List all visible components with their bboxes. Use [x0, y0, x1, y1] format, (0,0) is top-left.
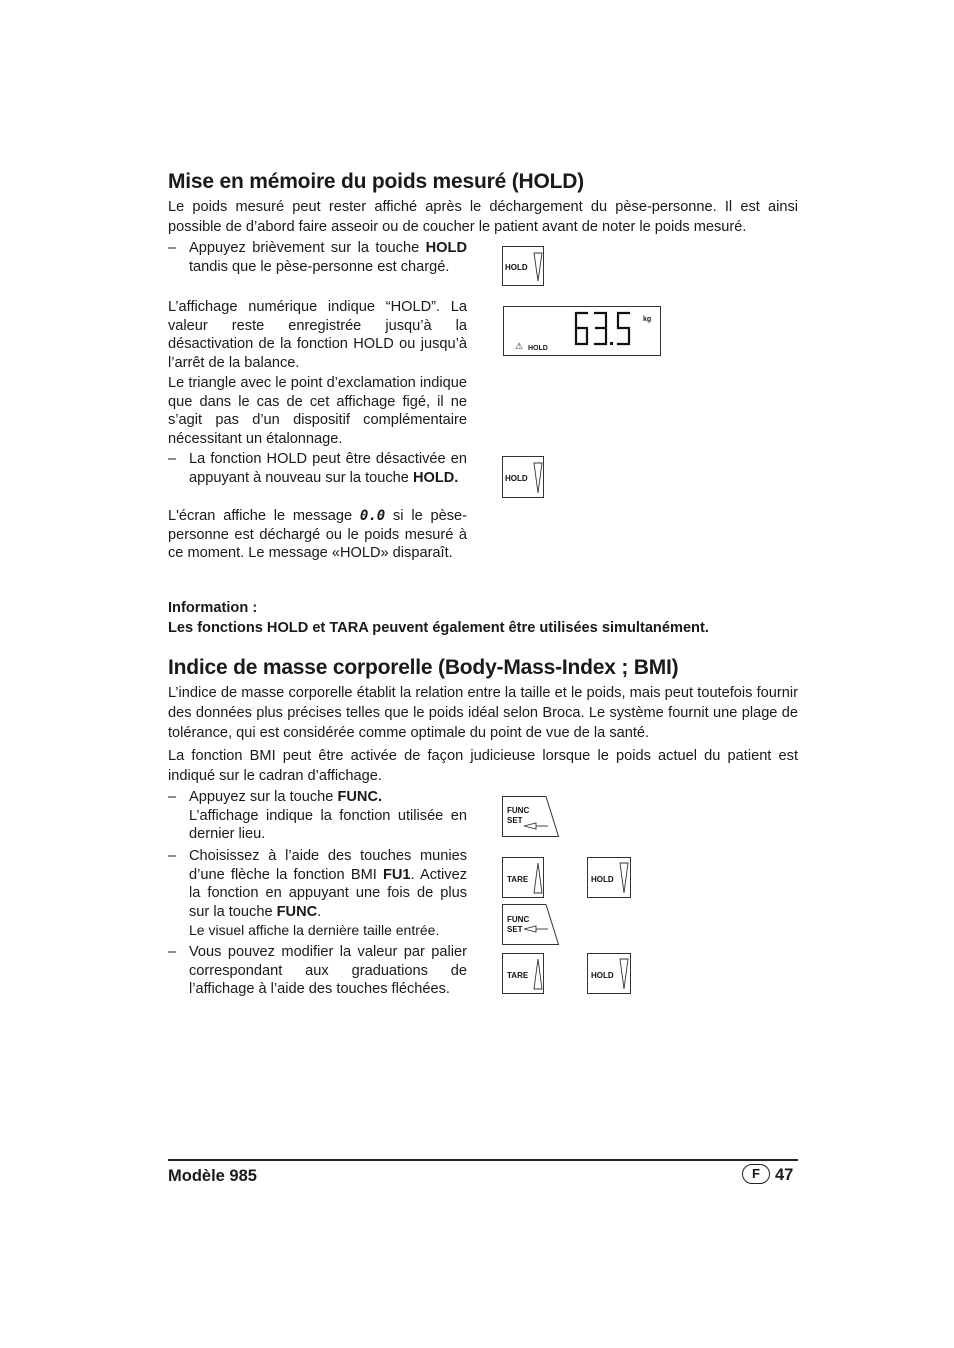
arrow-down-icon — [619, 862, 629, 894]
arrow-down-icon — [619, 958, 629, 990]
footer-divider — [168, 1159, 798, 1161]
arrow-up-icon — [533, 862, 543, 894]
info-text: Les fonctions HOLD et TARA peuvent également être utilisées simultanément. — [168, 620, 709, 636]
arrow-up-icon — [533, 958, 543, 990]
func-set-key[interactable]: FUNC SET — [502, 796, 559, 837]
tare-key-2[interactable]: TARE — [502, 953, 544, 994]
page-number: 47 — [775, 1166, 794, 1184]
hold-bullet-2: – La fonction HOLD peut être désactivée en appuyant à nouveau sur la touche HOLD. — [168, 451, 467, 486]
bullet-dash: – — [168, 240, 177, 256]
bmi-bullet-1: – Appuyez sur la touche FUNC. L’affichage indique la fonction utilisée en dernier lieu. — [168, 789, 467, 843]
hold-bullet-1: – Appuyez brièvement sur la touche HOLD tandis que le pèse-personne est chargé. — [168, 240, 467, 275]
zero-display-code: 0.0 — [359, 508, 386, 524]
tare-key[interactable]: TARE — [502, 857, 544, 898]
hold-paragraph-reset: L'écran affiche le message 0.0 si le pèse-personne est déchargé ou le poids mesuré à ce moment. Le message «HOLD» disparaît. — [168, 508, 467, 562]
bullet-dash: – — [168, 944, 177, 960]
func-set-key-2[interactable]: FUNC SET — [502, 904, 559, 945]
hold-intro-paragraph: Le poids mesuré peut rester affiché après le déchargement du pèse-personne. Il est ainsi possible de d’abord faire asseoir ou de coucher le patient avant de noter le poids mesuré. — [168, 199, 798, 235]
hold-key-4[interactable]: HOLD — [587, 953, 631, 994]
hold-key-2[interactable]: HOLD — [502, 456, 544, 498]
section-title-hold: Mise en mémoire du poids mesuré (HOLD) — [168, 170, 584, 193]
warning-triangle-icon: ⚠ — [515, 342, 524, 352]
bmi-intro-paragraph: L’indice de masse corporelle établit la relation entre la taille et le poids, mais peut toutefois fournir des données plus précises telles que le poids idéal selon Broca. Le système fournit une plage de tolérance, qui est considérée comme optimale du point de vue de la santé. — [168, 685, 798, 741]
hold-paragraph-display: L’affichage numérique indique “HOLD”. La valeur reste enregistrée jusqu’à la désactivation de la fonction HOLD ou jusqu’à l’arrêt de la balance. — [168, 299, 467, 371]
footer-page-indicator — [742, 1164, 802, 1188]
info-label: Information : — [168, 600, 258, 616]
bmi-bullet-3: – Vous pouvez modifier la valeur par palier correspondant aux graduations de l’affichage à l’aide des touches fléchées. — [168, 944, 467, 998]
bmi-bullet-1-note: L’affichage indique la fonction utilisée en dernier lieu. — [189, 807, 467, 843]
footer-model: Modèle 985 — [168, 1167, 257, 1185]
section-title-bmi: Indice de masse corporelle (Body-Mass-Index ; BMI) — [168, 656, 679, 679]
bmi-bullet-2: – Choisissez à l’aide des touches munies d’une flèche la fonction BMI FU1. Activez la fonction en appuyant une fois de plus sur la touche FUNC. Le visuel affiche la dernière taille entrée. — [168, 848, 467, 939]
bmi-bullet-2-note: Le visuel affiche la dernière taille entrée. — [189, 922, 440, 939]
arrow-down-icon — [533, 252, 543, 282]
hold-indicator: HOLD — [528, 345, 548, 352]
bmi-activation-paragraph: La fonction BMI peut être activée de façon judicieuse lorsque le poids actuel du patient est indiqué sur le cadran d’affichage. — [168, 748, 798, 784]
unit-label: kg — [643, 316, 652, 323]
language-badge: F — [742, 1164, 770, 1184]
arrow-down-icon — [533, 462, 543, 494]
bullet-dash: – — [168, 451, 177, 467]
hold-paragraph-triangle: Le triangle avec le point d’exclamation indique que dans le cas de cet affichage figé, il ne s’agit pas d’un dispositif complémentaire nécessitant un étalonnage. — [168, 375, 467, 447]
hold-key-3[interactable]: HOLD — [587, 857, 631, 898]
bullet-dash: – — [168, 848, 177, 864]
hold-key[interactable]: HOLD — [502, 246, 544, 286]
bullet-dash: – — [168, 789, 177, 805]
weight-display — [503, 306, 661, 356]
